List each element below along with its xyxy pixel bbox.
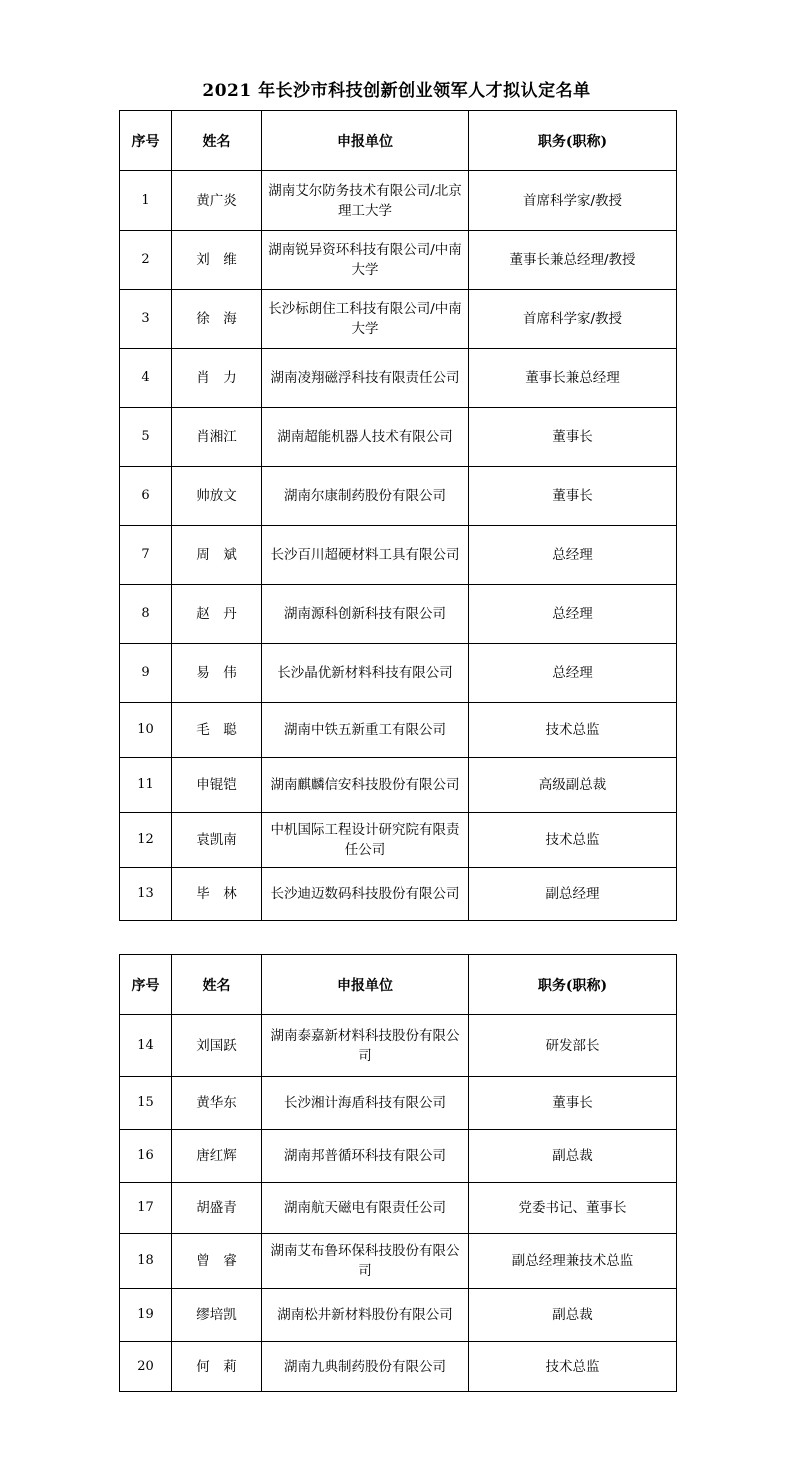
- table-row: [120, 1077, 677, 1130]
- header-no: 序号: [120, 111, 172, 171]
- row-number: 17: [120, 1183, 172, 1234]
- row-number: 7: [120, 526, 172, 585]
- person-name: 刘国跃: [172, 1015, 262, 1077]
- applicant-unit: 长沙湘计海盾科技有限公司: [262, 1077, 469, 1130]
- table-row: [120, 868, 677, 921]
- header-title: 职务(职称): [469, 955, 677, 1015]
- person-name: 刘 维: [172, 231, 262, 290]
- header-name: 姓名: [172, 111, 262, 171]
- table-header-row: [120, 955, 677, 1015]
- person-name: 肖 力: [172, 349, 262, 408]
- applicant-unit: 湖南麒麟信安科技股份有限公司: [262, 758, 469, 813]
- person-name: 赵 丹: [172, 585, 262, 644]
- header-name: 姓名: [172, 955, 262, 1015]
- applicant-unit: 湖南艾布鲁环保科技股份有限公司: [262, 1234, 469, 1289]
- table-row: [120, 1183, 677, 1234]
- job-title: 副总裁: [469, 1289, 677, 1342]
- person-name: 肖湘江: [172, 408, 262, 467]
- person-name: 唐红辉: [172, 1130, 262, 1183]
- applicant-unit: 湖南九典制药股份有限公司: [262, 1342, 469, 1392]
- applicant-unit: 湖南凌翔磁浮科技有限责任公司: [262, 349, 469, 408]
- row-number: 2: [120, 231, 172, 290]
- row-number: 11: [120, 758, 172, 813]
- applicant-unit: 湖南泰嘉新材料科技股份有限公司: [262, 1015, 469, 1077]
- job-title: 副总经理兼技术总监: [469, 1234, 677, 1289]
- person-name: 易 伟: [172, 644, 262, 703]
- table-header-row: [120, 111, 677, 171]
- row-number: 9: [120, 644, 172, 703]
- table-row: [120, 1130, 677, 1183]
- applicant-unit: 湖南邦普循环科技有限公司: [262, 1130, 469, 1183]
- row-number: 6: [120, 467, 172, 526]
- applicant-unit: 湖南锐异资环科技有限公司/中南大学: [262, 231, 469, 290]
- header-no: 序号: [120, 955, 172, 1015]
- table-row: [120, 1015, 677, 1077]
- job-title: 首席科学家/教授: [469, 290, 677, 349]
- applicant-unit: 湖南超能机器人技术有限公司: [262, 408, 469, 467]
- person-name: 周 斌: [172, 526, 262, 585]
- table-row: [120, 171, 677, 231]
- job-title: 董事长: [469, 1077, 677, 1130]
- table-row: [120, 467, 677, 526]
- table-row: [120, 703, 677, 758]
- table-row: [120, 758, 677, 813]
- header-title: 职务(职称): [469, 111, 677, 171]
- job-title: 高级副总裁: [469, 758, 677, 813]
- row-number: 13: [120, 868, 172, 921]
- job-title: 董事长: [469, 467, 677, 526]
- applicant-unit: 长沙百川超硬材料工具有限公司: [262, 526, 469, 585]
- person-name: 帅放文: [172, 467, 262, 526]
- table-row: [120, 1342, 677, 1392]
- header-unit: 申报单位: [262, 955, 469, 1015]
- talent-table-2: [119, 954, 677, 1392]
- person-name: 黄华东: [172, 1077, 262, 1130]
- row-number: 4: [120, 349, 172, 408]
- person-name: 毛 聪: [172, 703, 262, 758]
- person-name: 申锟铠: [172, 758, 262, 813]
- table-row: [120, 349, 677, 408]
- applicant-unit: 中机国际工程设计研究院有限责任公司: [262, 813, 469, 868]
- job-title: 党委书记、董事长: [469, 1183, 677, 1234]
- person-name: 徐 海: [172, 290, 262, 349]
- applicant-unit: 湖南中铁五新重工有限公司: [262, 703, 469, 758]
- person-name: 毕 林: [172, 868, 262, 921]
- job-title: 副总经理: [469, 868, 677, 921]
- table-row: [120, 1289, 677, 1342]
- header-unit: 申报单位: [262, 111, 469, 171]
- applicant-unit: 湖南航天磁电有限责任公司: [262, 1183, 469, 1234]
- applicant-unit: 湖南尔康制药股份有限公司: [262, 467, 469, 526]
- table-row: [120, 585, 677, 644]
- table-row: [120, 290, 677, 349]
- row-number: 15: [120, 1077, 172, 1130]
- row-number: 8: [120, 585, 172, 644]
- applicant-unit: 长沙晶优新材料科技有限公司: [262, 644, 469, 703]
- job-title: 董事长兼总经理/教授: [469, 231, 677, 290]
- job-title: 首席科学家/教授: [469, 171, 677, 231]
- row-number: 1: [120, 171, 172, 231]
- person-name: 何 莉: [172, 1342, 262, 1392]
- person-name: 曾 睿: [172, 1234, 262, 1289]
- row-number: 12: [120, 813, 172, 868]
- person-name: 胡盛青: [172, 1183, 262, 1234]
- talent-table-1: [119, 110, 677, 921]
- person-name: 缪培凯: [172, 1289, 262, 1342]
- applicant-unit: 湖南源科创新科技有限公司: [262, 585, 469, 644]
- applicant-unit: 湖南艾尔防务技术有限公司/北京理工大学: [262, 171, 469, 231]
- row-number: 3: [120, 290, 172, 349]
- row-number: 14: [120, 1015, 172, 1077]
- applicant-unit: 长沙标朗住工科技有限公司/中南大学: [262, 290, 469, 349]
- row-number: 18: [120, 1234, 172, 1289]
- job-title: 总经理: [469, 526, 677, 585]
- job-title: 总经理: [469, 585, 677, 644]
- row-number: 16: [120, 1130, 172, 1183]
- person-name: 袁凯南: [172, 813, 262, 868]
- job-title: 技术总监: [469, 703, 677, 758]
- job-title: 研发部长: [469, 1015, 677, 1077]
- table-row: [120, 644, 677, 703]
- applicant-unit: 湖南松井新材料股份有限公司: [262, 1289, 469, 1342]
- row-number: 20: [120, 1342, 172, 1392]
- table-row: [120, 231, 677, 290]
- job-title: 技术总监: [469, 1342, 677, 1392]
- person-name: 黄广炎: [172, 171, 262, 231]
- page-title: 2021 年长沙市科技创新创业领军人才拟认定名单: [202, 81, 591, 101]
- applicant-unit: 长沙迪迈数码科技股份有限公司: [262, 868, 469, 921]
- table-row: [120, 1234, 677, 1289]
- row-number: 5: [120, 408, 172, 467]
- job-title: 总经理: [469, 644, 677, 703]
- job-title: 副总裁: [469, 1130, 677, 1183]
- row-number: 19: [120, 1289, 172, 1342]
- job-title: 技术总监: [469, 813, 677, 868]
- job-title: 董事长兼总经理: [469, 349, 677, 408]
- table-row: [120, 408, 677, 467]
- table-row: [120, 526, 677, 585]
- table-row: [120, 813, 677, 868]
- row-number: 10: [120, 703, 172, 758]
- job-title: 董事长: [469, 408, 677, 467]
